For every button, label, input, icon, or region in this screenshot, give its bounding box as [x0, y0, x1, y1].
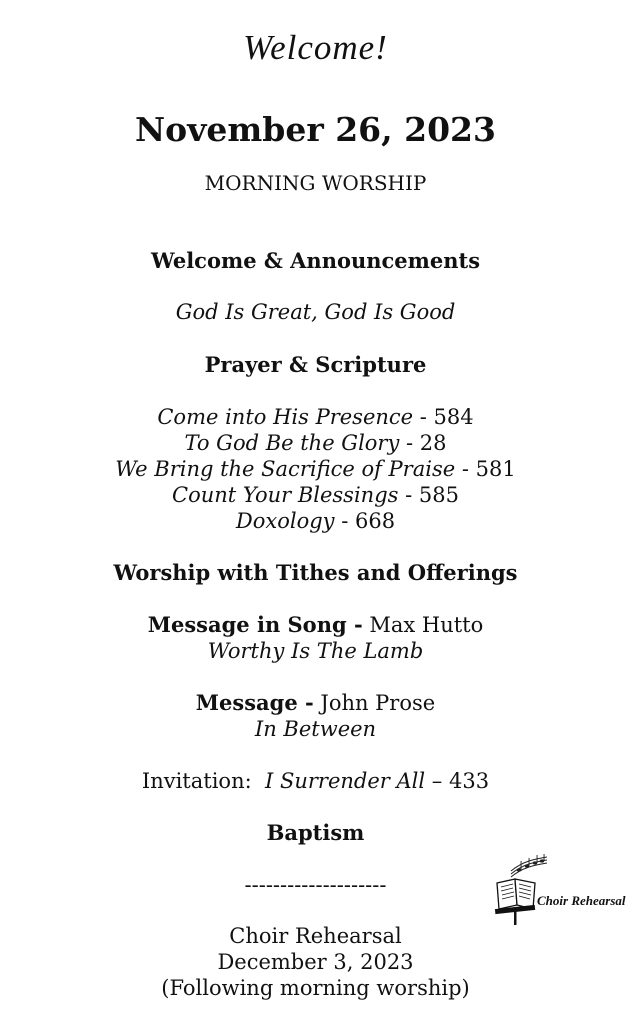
- hymn-separator: -: [334, 509, 355, 533]
- hymn-line: [0, 430, 631, 456]
- prayer-scripture-heading: Prayer & Scripture: [204, 352, 427, 377]
- hymn-separator: -: [399, 431, 420, 455]
- invitation-label: Invitation:: [141, 769, 266, 793]
- opening-song: God Is Great, God Is Good: [175, 300, 456, 324]
- choir-rehearsal-logo: [493, 853, 626, 925]
- message-in-song-line: [0, 612, 631, 638]
- hymn-separator: -: [398, 483, 419, 507]
- message-in-song-performer: Max Hutto: [362, 613, 484, 637]
- message-line: [0, 690, 631, 716]
- hymn-title: To God Be the Glory: [184, 431, 400, 455]
- service-name: MORNING WORSHIP: [204, 171, 427, 195]
- hymn-line: [0, 456, 631, 482]
- hymn-separator: -: [413, 405, 434, 429]
- choir-logo-text: Choir Rehearsal: [537, 893, 626, 908]
- hymn-title: Come into His Presence: [157, 405, 414, 429]
- hymn-title: We Bring the Sacrifice of Praise: [115, 457, 456, 481]
- hymn-line: [0, 404, 631, 430]
- message-label: Message -: [195, 690, 314, 715]
- hymn-number: 668: [355, 509, 396, 533]
- message-title: In Between: [254, 717, 377, 741]
- welcome-announcements-heading: Welcome & Announcements: [150, 248, 481, 273]
- hymn-title: Doxology: [235, 509, 335, 533]
- invitation-line: [0, 768, 631, 794]
- hymn-separator: -: [455, 457, 476, 481]
- hymn-number: 584: [433, 405, 474, 429]
- tithes-offerings-heading: Worship with Tithes and Offerings: [113, 560, 518, 585]
- welcome-title: Welcome!: [243, 28, 388, 67]
- choir-rehearsal-title: Choir Rehearsal: [229, 924, 402, 948]
- choir-book-icon: [493, 853, 626, 925]
- hymn-number: 585: [418, 483, 459, 507]
- hymn-line: [0, 482, 631, 508]
- message-speaker: John Prose: [313, 691, 436, 715]
- hymn-title: Count Your Blessings: [172, 483, 399, 507]
- message-in-song-title: Worthy Is The Lamb: [207, 639, 424, 663]
- hymn-line: [0, 508, 631, 534]
- invitation-hymn-title: I Surrender All: [265, 769, 426, 793]
- hymn-number: 581: [475, 457, 516, 481]
- message-in-song-label: Message in Song -: [147, 612, 363, 637]
- invitation-separator: –: [425, 769, 449, 793]
- invitation-hymn-number: 433: [448, 769, 490, 793]
- hymn-number: 28: [419, 431, 447, 455]
- baptism-heading: Baptism: [266, 820, 365, 845]
- choir-rehearsal-note: (Following morning worship): [161, 976, 470, 1000]
- divider: --------------------: [244, 873, 387, 897]
- service-date: November 26, 2023: [135, 110, 496, 149]
- choir-rehearsal-date: December 3, 2023: [217, 950, 414, 974]
